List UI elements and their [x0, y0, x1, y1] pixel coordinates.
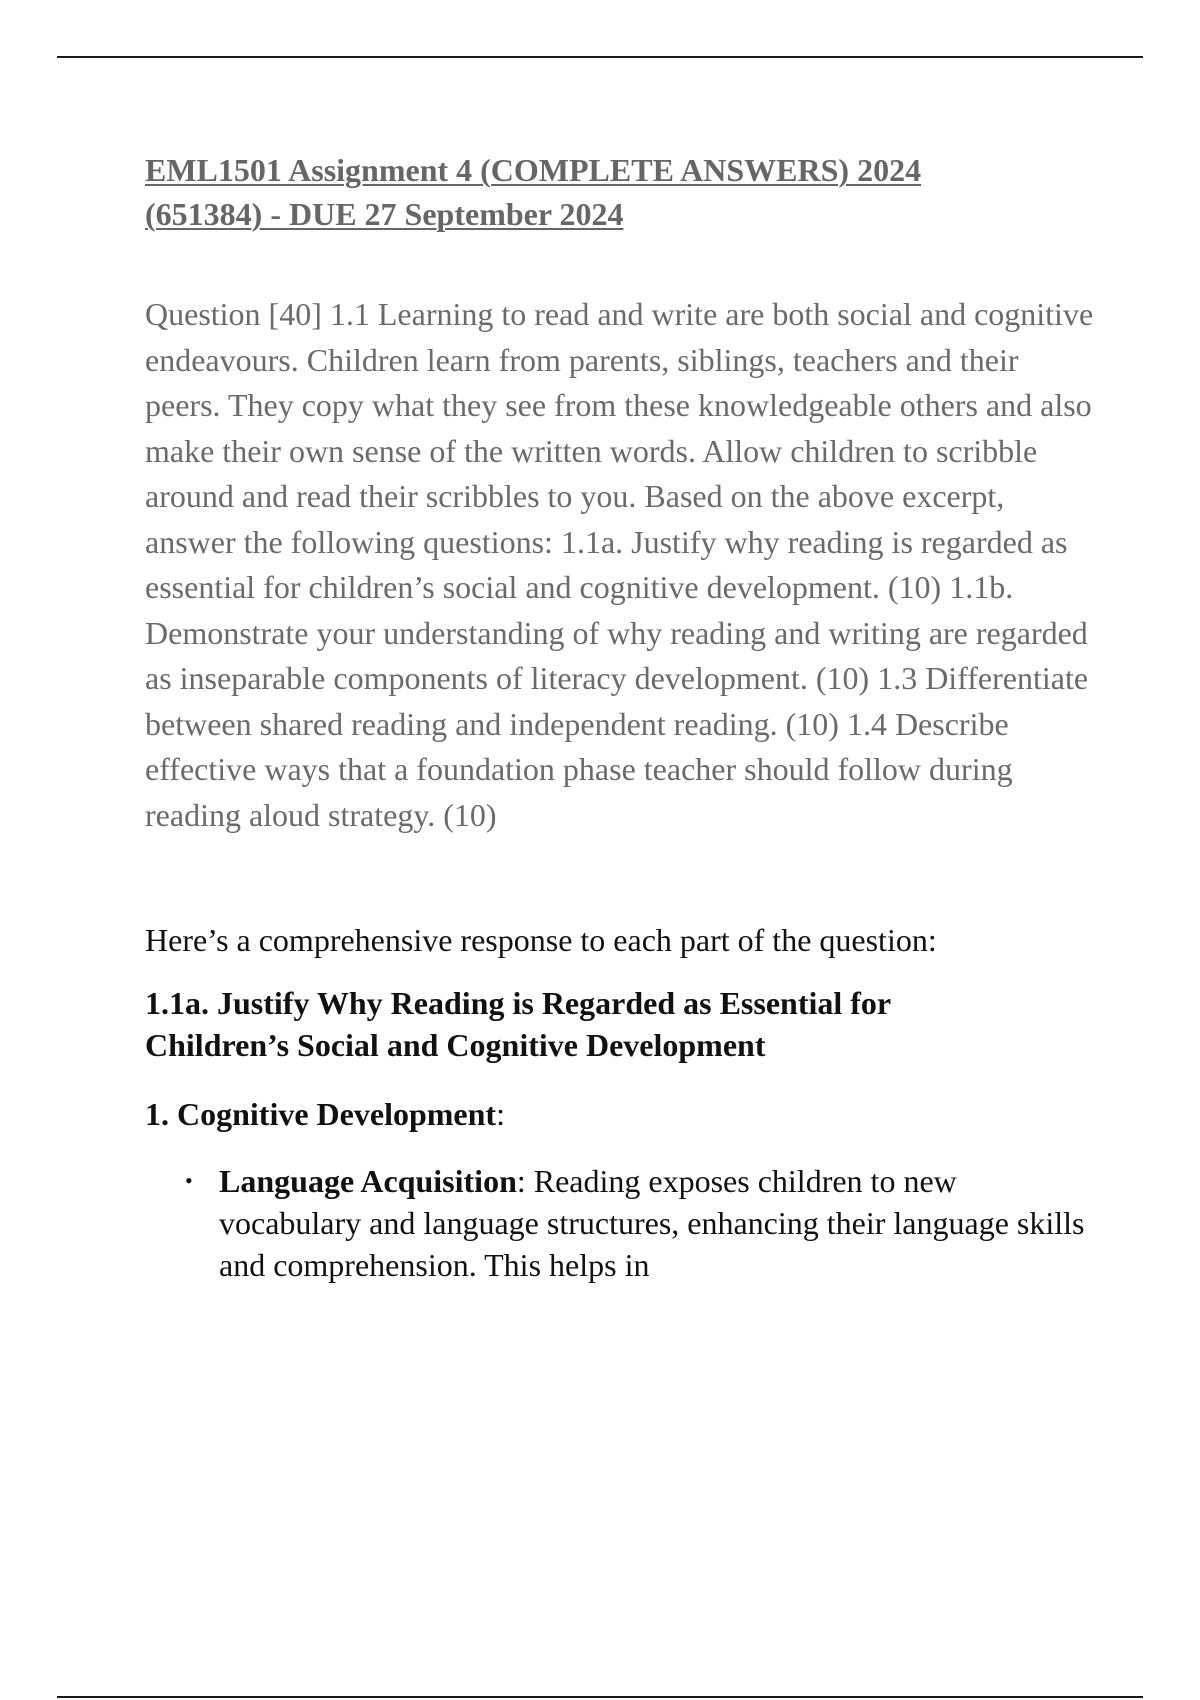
document-body — [145, 148, 1105, 1286]
intro-text: Here’s a comprehensive response to each part of the question: — [145, 922, 937, 958]
title-line-1: EML1501 Assignment 4 (COMPLETE ANSWERS) 2024 — [145, 152, 922, 188]
bullet-icon: • — [185, 1168, 193, 1193]
sub-heading-rest: : — [496, 1096, 505, 1132]
section-heading — [145, 982, 1105, 1066]
top-rule — [57, 56, 1143, 58]
question-text: Question [40] 1.1 Learning to read and write are both social and cognitive endeavours. Children learn from parents, siblings, teachers and their peers. They copy what they see from these knowledgeable others and also make their own sense of the written words. Allow children to scribble around and read their scribbles to you. Based on the above excerpt, answer the following questions: 1.1a. Justify why reading is regarded as essential for children’s social and cognitive development. (10) 1.1b. Demonstrate your understanding of why reading and writing are regarded as inseparable components of literacy development. (10) 1.3 Differentiate between shared reading and independent reading. (10) 1.4 Describe effective ways that a foundation phase teacher should follow during reading aloud strategy. (10) — [145, 296, 1094, 833]
document-title — [145, 148, 1105, 236]
bullet-list — [145, 1160, 1105, 1286]
list-item — [145, 1160, 1105, 1286]
sub-heading-bold: 1. Cognitive Development — [145, 1096, 497, 1132]
section-heading-line-2: Children’s Social and Cognitive Development — [145, 1027, 766, 1063]
list-item-text: : Reading exposes children to new vocabulary and language structures, enhancing their language skills and comprehension. This helps in — [219, 1163, 1085, 1283]
list-item-term: Language Acquisition — [219, 1163, 517, 1199]
bottom-rule — [57, 1696, 1143, 1698]
title-line-2: (651384) - DUE 27 September 2024 — [145, 196, 624, 232]
sub-heading — [145, 1092, 1105, 1136]
section-heading-line-1: 1.1a. Justify Why Reading is Regarded as Essential for — [145, 985, 892, 1021]
